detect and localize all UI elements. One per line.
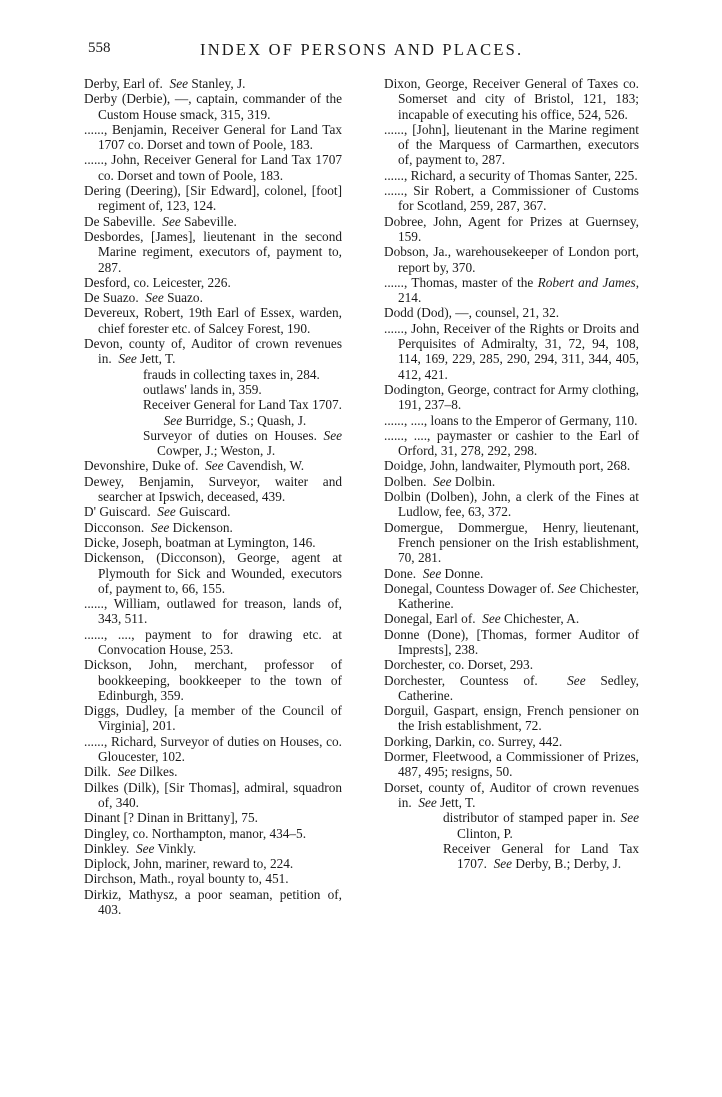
index-entry: Dilk. See Dilkes. (84, 764, 178, 780)
index-entry: Dorset, county of, Auditor of crown revenues in. See Jett, T. (384, 779, 639, 810)
index-subentry: outlaws' lands in, 359. (143, 381, 262, 397)
index-subentry: Surveyor of duties on Houses. See Cowper, J.; Weston, J. (143, 427, 342, 459)
index-entry: Donegal, Earl of. See Chichester, A. (384, 611, 580, 627)
index-subentry: Receiver General for Land Tax 1707. See Derby, B.; Derby, J. (443, 840, 639, 872)
index-entry: Dolben. See Dolbin. (384, 473, 496, 489)
index-subentry: Receiver General for Land Tax 1707. See Burridge, S.; Quash, J. (143, 397, 342, 428)
index-entry: Dobson, Ja., warehousekeeper of London port, report by, 370. (384, 244, 639, 275)
index-entry: Dorking, Darkin, co. Surrey, 442. (384, 733, 563, 749)
index-entry: ......, ...., paymaster or cashier to the Earl of Orford, 31, 278, 292, 298. (384, 427, 639, 459)
page-number: 558 (88, 40, 111, 56)
index-entry: ......, Benjamin, Receiver General for Land Tax 1707 co. Dorset and town of Poole, 183. (84, 121, 342, 153)
index-subentry: frauds in collecting taxes in, 284. (143, 366, 320, 382)
index-entry: D' Guiscard. See Guiscard. (84, 504, 231, 520)
index-entry: Dinant [? Dinan in Brittany], 75. (84, 810, 258, 826)
index-entry: Devonshire, Duke of. See Cavendish, W. (84, 458, 305, 474)
index-entry: ......, ...., payment to for drawing etc. at Convocation House, 253. (84, 626, 342, 657)
index-entry: Dewey, Benjamin, Surveyor, waiter and searcher at Ipswich, deceased, 439. (84, 473, 342, 505)
index-entry: Donegal, Countess Dowager of. See Chichester, Katherine. (384, 580, 639, 612)
page-title: INDEX OF PERSONS AND PLACES. (200, 40, 524, 59)
index-entry: ......, John, Receiver of the Rights or Droits and Perquisites of Admiralty, 31, 72, 94, 108, 114, 169, 229, 285, 290, 294, 311, 344, 405, 412, 421. (384, 320, 639, 382)
index-entry: Desbordes, [James], lieutenant in the second Marine regiment, executors of, payment to, 287. (84, 228, 342, 275)
index-entry: Domergue, Dommergue, Henry, lieutenant, French pensioner on the Irish establishment, 70, 281. (384, 519, 639, 566)
index-column-left (84, 76, 342, 917)
index-entry: Dormer, Fleetwood, a Commissioner of Prizes, 487, 495; resigns, 50. (384, 749, 639, 780)
index-entry: Dilkes (Dilk), [Sir Thomas], admiral, squadron of, 340. (84, 779, 342, 810)
index-entry: Dolbin (Dolben), John, a clerk of the Fines at Ludlow, fee, 63, 372. (384, 489, 639, 520)
index-entry: Dickenson, (Dicconson), George, agent at Plymouth for Sick and Wounded, executors of, payment to, 66, 155. (84, 550, 342, 596)
index-entry: ......, Sir Robert, a Commissioner of Customs for Scotland, 259, 287, 367. (384, 183, 639, 214)
index-entry: Dering (Deering), [Sir Edward], colonel, [foot] regiment of, 123, 124. (84, 183, 342, 214)
index-entry: Devon, county of, Auditor of crown revenues in. See Jett, T. (84, 336, 342, 367)
index-entry: ......, John, Receiver General for Land Tax 1707 co. Dorset and town of Poole, 183. (84, 152, 342, 183)
index-entry: Doidge, John, landwaiter, Plymouth port, 268. (384, 458, 631, 474)
index-entry: Dodd (Dod), —, counsel, 21, 32. (384, 305, 560, 321)
index-entry: Dinkley. See Vinkly. (84, 840, 197, 856)
index-entry: ......, William, outlawed for treason, lands of, 343, 511. (84, 596, 342, 627)
index-entry: Devereux, Robert, 19th Earl of Essex, warden, chief forester etc. of Salcey Forest, 190. (84, 305, 342, 336)
index-entry: De Sabeville. See Sabeville. (84, 213, 237, 229)
index-entry: ......, Richard, Surveyor of duties on Houses, co. Gloucester, 102. (84, 733, 342, 765)
index-entry: Dixon, George, Receiver General of Taxes co. Somerset and city of Bristol, 121, 183; incapable of executing his office, 524, 526. (384, 76, 639, 122)
index-entry: Dingley, co. Northampton, manor, 434–5. (84, 825, 307, 841)
index-entry: Dicke, Joseph, boatman at Lymington, 146. (84, 534, 316, 550)
index-entry: Dickson, John, merchant, professor of bookkeeping, bookkeeper to the town of Edinburgh, 359. (84, 657, 342, 703)
index-entry: Diggs, Dudley, [a member of the Council of Virginia], 201. (84, 703, 342, 734)
page-header (0, 40, 722, 60)
index-entry: Diplock, John, mariner, reward to, 224. (84, 856, 294, 872)
index-entry: Done. See Donne. (384, 565, 484, 581)
index-entry: ......, [John], lieutenant in the Marine regiment of the Marquess of Carmarthen, executors of, payment to, 287. (384, 121, 639, 168)
index-entry: ......, Thomas, master of the Robert and James, 214. (384, 274, 640, 306)
index-entry: De Suazo. See Suazo. (84, 290, 203, 306)
index-entry: Desford, co. Leicester, 226. (84, 274, 231, 290)
index-entry: Dorchester, co. Dorset, 293. (384, 657, 534, 673)
index-entry: ......, ...., loans to the Emperor of Germany, 110. (384, 412, 638, 428)
index-entry: Dobree, John, Agent for Prizes at Guernsey, 159. (384, 213, 639, 244)
index-entry: Dicconson. See Dickenson. (84, 519, 233, 535)
index-subentry: distributor of stamped paper in. See Clinton, P. (443, 810, 639, 841)
index-entry: Donne (Done), [Thomas, former Auditor of Imprests], 238. (384, 626, 639, 657)
index-entry: Dirkiz, Mathysz, a poor seaman, petition of, 403. (84, 886, 342, 918)
index-entry: ......, Richard, a security of Thomas Santer, 225. (384, 167, 638, 183)
index-entry: Dorchester, Countess of. See Sedley, Catherine. (384, 672, 639, 703)
index-entry: Dorguil, Gaspart, ensign, French pensioner on the Irish establishment, 72. (384, 703, 639, 734)
index-entry: Dodington, George, contract for Army clothing, 191, 237–8. (384, 381, 639, 413)
index-entry: Derby, Earl of. See Stanley, J. (84, 76, 246, 91)
index-entry: Dirchson, Math., royal bounty to, 451. (84, 871, 289, 887)
index-entry: Derby (Derbie), —, captain, commander of the Custom House smack, 315, 319. (84, 91, 342, 122)
index-column-right (384, 76, 639, 871)
